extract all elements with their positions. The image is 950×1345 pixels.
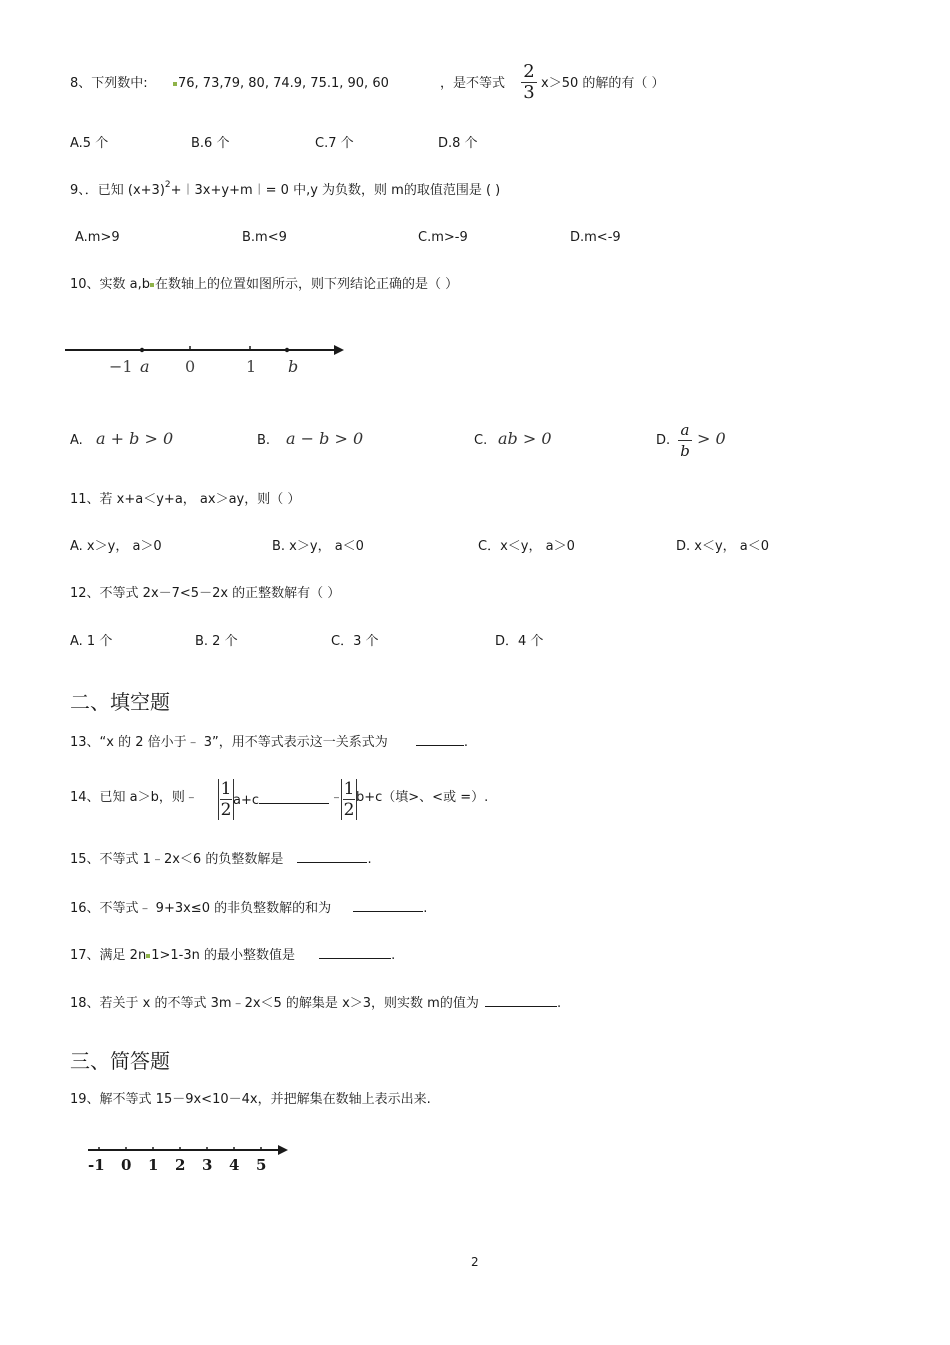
q19-axis-label-3: 3 bbox=[202, 1156, 213, 1174]
q13-label: 13、“x 的 2 倍小于﹣ 3”，用不等式表示这一关系式为 bbox=[70, 735, 388, 750]
q16-answer-blank[interactable] bbox=[353, 897, 423, 912]
q10-option-d-label[interactable]: D. bbox=[656, 433, 671, 448]
q18-label: 18、若关于 x 的不等式 3m﹣2x＜5 的解集是 x＞3，则实数 m的值为 bbox=[70, 996, 479, 1011]
q8-option-c[interactable]: C.7 个 bbox=[315, 136, 354, 151]
q10-option-d-num: a bbox=[680, 421, 690, 439]
q14-mid2: b+c（填>、<或 =）. bbox=[356, 790, 489, 805]
q14-frac1-num: 1 bbox=[220, 779, 232, 799]
q19-axis-label-2: 2 bbox=[175, 1156, 186, 1174]
q10-option-a-label[interactable]: A. bbox=[70, 433, 83, 448]
q19-axis-label-4: 4 bbox=[229, 1156, 240, 1174]
q10-option-b-expr[interactable]: a − b > 0 bbox=[286, 429, 364, 448]
q10-option-d-expr[interactable]: > 0 bbox=[697, 429, 726, 448]
edit-mark-icon bbox=[150, 283, 154, 287]
section-heading-fill-in: 二、填空题 bbox=[70, 690, 170, 714]
edit-mark-icon bbox=[173, 82, 177, 86]
q9-option-d[interactable]: D.m<-9 bbox=[570, 230, 621, 245]
q8-middle: ，是不等式 bbox=[440, 76, 506, 91]
q15-answer-blank[interactable] bbox=[297, 848, 367, 863]
q8-option-b[interactable]: B.6 个 bbox=[191, 136, 230, 151]
q10-option-a-expr[interactable]: a + b > 0 bbox=[96, 429, 174, 448]
q9-option-a[interactable]: A.m>9 bbox=[75, 230, 120, 245]
q19-axis-label-neg1: -1 bbox=[88, 1156, 105, 1174]
q14-answer-blank[interactable] bbox=[259, 789, 329, 804]
q13-end: . bbox=[463, 735, 469, 750]
q10-point-b bbox=[285, 348, 289, 352]
q10-point-a bbox=[140, 348, 144, 352]
q9-superscript: 2 bbox=[164, 180, 171, 190]
q16-text bbox=[70, 897, 427, 918]
q12-option-a[interactable]: A. 1 个 bbox=[70, 634, 113, 649]
q17-label-1: 17、满足 2n bbox=[70, 948, 147, 963]
q9-part2: +︱3x+y+m︱= 0 中,y 为负数，则 m的取值范围是 ( ) bbox=[170, 183, 501, 198]
edit-mark-icon bbox=[146, 954, 150, 958]
q19-text: 19、解不等式 15－9x<10－4x，并把解集在数轴上表示出来. bbox=[70, 1092, 431, 1107]
q11-option-a[interactable]: A. x＞y， a＞0 bbox=[70, 539, 162, 554]
page-number: 2 bbox=[471, 1255, 479, 1269]
q18-answer-blank[interactable] bbox=[485, 992, 557, 1007]
q10-option-d-fraction[interactable] bbox=[678, 420, 692, 461]
q10-suffix: 在数轴上的位置如图所示，则下列结论正确的是（ ） bbox=[155, 277, 459, 292]
q9-text bbox=[70, 182, 500, 201]
q10-prefix: 10、实数 a,b bbox=[70, 277, 151, 292]
q17-text bbox=[70, 944, 395, 965]
q10-axis-label-1: 1 bbox=[246, 357, 257, 376]
section-heading-short-answer: 三、简答题 bbox=[70, 1049, 170, 1073]
q9-option-c[interactable]: C.m>-9 bbox=[418, 230, 468, 245]
q14-fraction-2 bbox=[341, 779, 357, 820]
q15-text bbox=[70, 848, 372, 869]
q19-axis-label-1: 1 bbox=[148, 1156, 159, 1174]
q17-label-2: 1>1-3n 的最小整数值是 bbox=[151, 948, 295, 963]
q15-label: 15、不等式 1﹣2x＜6 的负整数解是 bbox=[70, 852, 284, 867]
q8-frac-num: 2 bbox=[523, 61, 535, 82]
q14-frac1-den: 2 bbox=[220, 800, 232, 820]
q10-option-c-expr[interactable]: ab > 0 bbox=[498, 429, 552, 448]
q8-option-d[interactable]: D.8 个 bbox=[438, 136, 478, 151]
q14-mid1 bbox=[233, 789, 329, 810]
q14-expr-1: a+c bbox=[233, 793, 260, 808]
q17-answer-blank[interactable] bbox=[319, 944, 391, 959]
q12-option-c[interactable]: C．3 个 bbox=[331, 634, 379, 649]
q15-end: . bbox=[367, 852, 372, 867]
q10-axis-label-0: 0 bbox=[185, 357, 196, 376]
q11-text: 11、若 x+a＜y+a， ax＞ay，则（ ） bbox=[70, 492, 301, 507]
q8-numbers bbox=[173, 75, 389, 93]
q12-option-b[interactable]: B. 2 个 bbox=[195, 634, 238, 649]
q8-prefix: 8、下列数中: bbox=[70, 76, 148, 91]
q8-option-a[interactable]: A.5 个 bbox=[70, 136, 109, 151]
q14-frac2-num: 1 bbox=[343, 779, 355, 799]
q9-part1: 9、．已知 (x+3) bbox=[70, 183, 165, 198]
q8-suffix: x＞50 的解的有（ ） bbox=[541, 76, 665, 91]
q14-minus: ﹣ bbox=[330, 790, 344, 805]
q14-frac2-den: 2 bbox=[343, 800, 355, 820]
q12-option-d[interactable]: D．4 个 bbox=[495, 634, 544, 649]
q10-option-c-label[interactable]: C. bbox=[474, 433, 488, 448]
q10-axis-arrow-icon bbox=[334, 345, 344, 355]
q11-option-c[interactable]: C．x＜y， a＞0 bbox=[478, 539, 575, 554]
q10-number-line bbox=[60, 335, 360, 385]
q10-axis-label-a: a bbox=[140, 357, 150, 376]
q11-option-d[interactable]: D. x＜y， a＜0 bbox=[676, 539, 770, 554]
q11-option-b[interactable]: B. x＞y， a＜0 bbox=[272, 539, 364, 554]
q8-number-list: 76, 73,79, 80, 74.9, 75.1, 90, 60 bbox=[178, 76, 389, 91]
q10-option-d-den: b bbox=[680, 442, 690, 460]
q13-answer-blank[interactable] bbox=[416, 731, 464, 746]
q10-axis-label-neg1: −1 bbox=[109, 357, 133, 376]
q10-option-b-label[interactable]: B. bbox=[257, 433, 271, 448]
q8-frac-den: 3 bbox=[523, 82, 535, 103]
q19-axis-label-0: 0 bbox=[121, 1156, 132, 1174]
q8-fraction bbox=[521, 62, 537, 103]
q9-option-b[interactable]: B.m<9 bbox=[242, 230, 287, 245]
q19-axis-arrow-icon bbox=[278, 1145, 288, 1155]
q18-end: . bbox=[556, 996, 562, 1011]
q12-text: 12、不等式 2x－7<5－2x 的正整数解有（ ） bbox=[70, 586, 341, 601]
q17-end: . bbox=[391, 948, 396, 963]
q10-axis-label-b: b bbox=[288, 357, 299, 376]
q16-end: . bbox=[423, 901, 428, 916]
q13-text bbox=[70, 731, 468, 752]
q18-text bbox=[70, 992, 561, 1013]
q14-prefix: 14、已知 a＞b，则﹣ bbox=[70, 790, 198, 805]
q14-fraction-1 bbox=[218, 779, 234, 820]
q10-text bbox=[70, 276, 458, 294]
q19-axis-label-5: 5 bbox=[256, 1156, 267, 1174]
q16-label: 16、不等式﹣ 9+3x≤0 的非负整数解的和为 bbox=[70, 901, 332, 916]
